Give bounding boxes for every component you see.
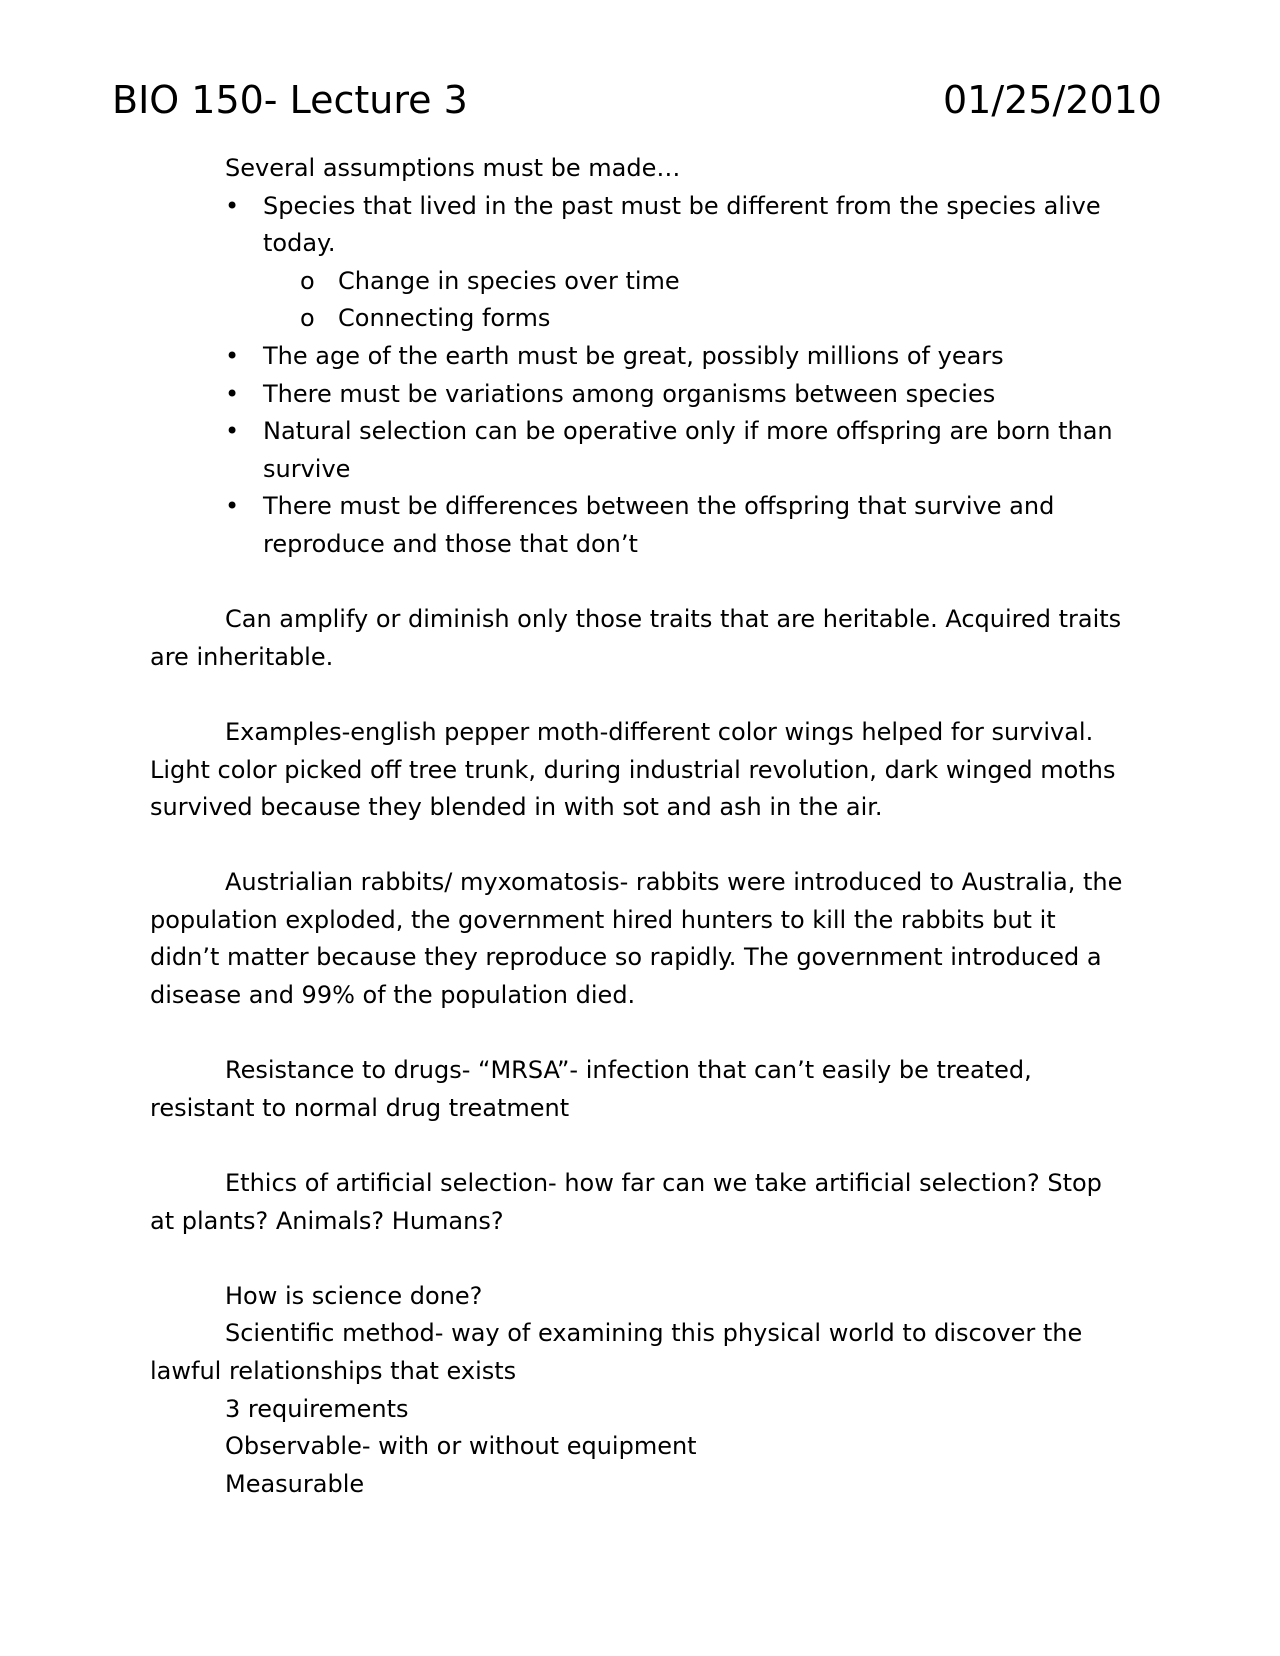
paragraph-moth: Examples-english pepper moth-different color wings helped for survival. Light color picked off tree trunk, during industrial revolution, dark winged moths survived because they blended in with sot and ash in the air.: [150, 717, 1116, 822]
list-item: • The age of the earth must be great, possibly millions of years: [150, 338, 1130, 376]
notes-body: [150, 150, 1130, 1503]
paragraph-measurable: Measurable: [225, 1469, 365, 1498]
paragraph-mrsa: Resistance to drugs- “MRSA”- infection that can’t easily be treated, resistant to normal drug treatment: [150, 1056, 1032, 1122]
empty-line: [150, 676, 1130, 714]
bullet-icon: •: [225, 379, 240, 408]
assumptions-intro: Several assumptions must be made…: [225, 154, 681, 182]
paragraph-science: How is science done?: [225, 1281, 483, 1310]
page-header: [112, 70, 1162, 130]
list-item: • There must be differences between the offspring that survive and reproduce and those that don’t: [150, 488, 1130, 563]
empty-line: [150, 1240, 1130, 1278]
paragraph-method: Scientific method- way of examining this physical world to discover the lawful relationships that exists: [150, 1319, 1083, 1385]
empty-line: [150, 1015, 1130, 1053]
list-item: • Species that lived in the past must be different from the species alive today.: [150, 188, 1130, 263]
bullet-icon: •: [225, 492, 240, 521]
list-item: • Natural selection can be operative only if more offspring are born than survive: [150, 413, 1130, 488]
bullet-icon: •: [225, 341, 240, 370]
document-title: BIO 150- Lecture 3: [112, 78, 468, 122]
bullet-icon: •: [225, 417, 240, 446]
sub-list-item: o Connecting forms: [150, 300, 1130, 338]
paragraph-observable: Observable- with or without equipment: [225, 1432, 697, 1461]
empty-line: [150, 827, 1130, 865]
sub-list-item: o Change in species over time: [150, 263, 1130, 301]
document-date: 01/25/2010: [942, 78, 1162, 122]
empty-line: [150, 564, 1130, 602]
bullet-icon: •: [225, 191, 240, 220]
empty-line: [150, 1127, 1130, 1165]
paragraph-requirements: 3 requirements: [225, 1394, 409, 1423]
paragraph-heritable: Can amplify or diminish only those traits that are heritable. Acquired traits are inheritable.: [150, 605, 1122, 671]
sub-bullet-icon: o: [300, 304, 315, 333]
paragraph-ethics: Ethics of artificial selection- how far can we take artificial selection? Stop at plants? Animals? Humans?: [150, 1169, 1102, 1235]
list-item: • There must be variations among organisms between species: [150, 376, 1130, 414]
paragraph-rabbits: Austrialian rabbits/ myxomatosis- rabbits were introduced to Australia, the population exploded, the government hired hunters to kill the rabbits but it didn’t matter because they reproduce so rapidly. The government introduced a disease and 99% of the population died.: [150, 868, 1123, 1010]
sub-bullet-icon: o: [300, 266, 315, 295]
